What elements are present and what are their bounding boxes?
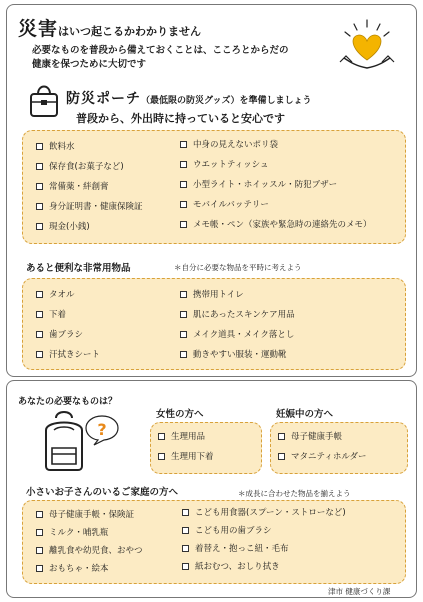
checklist-item[interactable]: 肌にあったスキンケア用品 bbox=[180, 310, 295, 321]
checkbox[interactable] bbox=[36, 547, 43, 554]
intro-line-1: 必要なものを普段から備えておくことは、こころとからだの bbox=[32, 45, 289, 56]
checklist-item[interactable]: 常備薬・絆創膏 bbox=[36, 182, 109, 193]
convenient-heading: あると便利な非常用物品 bbox=[26, 263, 131, 274]
checkbox[interactable] bbox=[180, 221, 187, 228]
women-heading: 女性の方へ bbox=[156, 409, 204, 420]
checklist-item[interactable]: 生理用品 bbox=[158, 432, 205, 443]
checklist-item[interactable]: 中身の見えないポリ袋 bbox=[180, 140, 278, 151]
checklist-item[interactable]: 離乳食や幼児食、おやつ bbox=[36, 546, 143, 557]
checkbox[interactable] bbox=[36, 223, 43, 230]
checklist-item[interactable]: ミルク・哺乳瓶 bbox=[36, 528, 108, 539]
checklist-item[interactable]: 汗拭きシート bbox=[36, 350, 100, 361]
pouch-subtitle: （最低限の防災グッズ）を準備しましょう bbox=[141, 96, 312, 106]
title-rest: はいつ起こるかわかりません bbox=[58, 25, 202, 38]
pouch-title: 防災ポーチ bbox=[66, 91, 141, 107]
heart-hands-icon bbox=[336, 18, 398, 76]
women-checklist-box bbox=[150, 422, 262, 474]
checkbox[interactable] bbox=[158, 453, 165, 460]
checkbox[interactable] bbox=[36, 565, 43, 572]
checkbox[interactable] bbox=[36, 163, 43, 170]
kids-note: ＊成長に合わせた物品を揃えよう bbox=[238, 489, 351, 498]
pouch-description: 普段から、外出時に持っていると安心です bbox=[76, 112, 285, 125]
checkbox[interactable] bbox=[182, 563, 189, 570]
checkbox[interactable] bbox=[180, 311, 187, 318]
checkbox[interactable] bbox=[158, 433, 165, 440]
checklist-item[interactable]: モバイルバッテリー bbox=[180, 200, 269, 211]
title-disaster: 災害 bbox=[18, 18, 59, 40]
checklist-item[interactable]: マタニティホルダー bbox=[278, 452, 366, 463]
checklist-item[interactable]: タオル bbox=[36, 290, 75, 301]
checklist-item[interactable]: 母子健康手帳 bbox=[278, 432, 342, 443]
checklist-item[interactable]: 着替え・抱っこ紐・毛布 bbox=[182, 544, 289, 555]
checklist-item[interactable]: 生理用下着 bbox=[158, 452, 214, 463]
checkbox[interactable] bbox=[36, 511, 43, 518]
checklist-item[interactable]: ウエットティッシュ bbox=[180, 160, 268, 171]
kids-heading: 小さいお子さんのいるご家庭の方へ bbox=[26, 487, 179, 498]
checkbox[interactable] bbox=[36, 183, 43, 190]
checkbox[interactable] bbox=[36, 351, 43, 358]
checklist-item[interactable]: メモ帳・ペン（家族や緊急時の連絡先のメモ） bbox=[180, 220, 372, 231]
checkbox[interactable] bbox=[36, 143, 43, 150]
checkbox[interactable] bbox=[180, 181, 187, 188]
checkbox[interactable] bbox=[36, 331, 43, 338]
checkbox[interactable] bbox=[180, 201, 187, 208]
checklist-item[interactable]: 飲料水 bbox=[36, 142, 75, 153]
checkbox[interactable] bbox=[182, 545, 189, 552]
checklist-item[interactable]: 動きやすい服装・運動靴 bbox=[180, 350, 287, 361]
checklist-item[interactable]: 紙おむつ、おしり拭き bbox=[182, 562, 280, 573]
checklist-item[interactable]: 下着 bbox=[36, 310, 66, 321]
checklist-item[interactable]: 歯ブラシ bbox=[36, 330, 83, 341]
checkbox[interactable] bbox=[180, 331, 187, 338]
checkbox[interactable] bbox=[36, 291, 43, 298]
question-bubble-icon bbox=[84, 414, 120, 446]
checklist-item[interactable]: 小型ライト・ホイッスル・防犯ブザー bbox=[180, 180, 337, 191]
checklist-item[interactable]: おもちゃ・絵本 bbox=[36, 564, 109, 575]
footer-organization: 津市 健康づくり課 bbox=[328, 587, 391, 596]
checkbox[interactable] bbox=[182, 509, 189, 516]
pregnant-checklist-box bbox=[270, 422, 408, 474]
checkbox[interactable] bbox=[278, 453, 285, 460]
convenient-note: ＊自分に必要な物品を平時に考えよう bbox=[174, 263, 302, 272]
pouch-icon bbox=[28, 82, 60, 118]
pouch-heading bbox=[66, 88, 312, 108]
checkbox[interactable] bbox=[182, 527, 189, 534]
page-title bbox=[18, 14, 201, 41]
needs-question: あなたの必要なものは？ bbox=[18, 397, 118, 407]
intro-text bbox=[32, 44, 332, 72]
checkbox[interactable] bbox=[180, 161, 187, 168]
leaflet bbox=[6, 4, 417, 596]
checklist-item[interactable]: 携帯用トイレ bbox=[180, 290, 244, 301]
checklist-item[interactable]: こども用の歯ブラシ bbox=[182, 526, 272, 537]
checkbox[interactable] bbox=[180, 141, 187, 148]
checkbox[interactable] bbox=[180, 351, 187, 358]
checkbox[interactable] bbox=[36, 311, 43, 318]
checklist-item[interactable]: 母子健康手帳・保険証 bbox=[36, 510, 134, 521]
pregnant-heading: 妊娠中の方へ bbox=[276, 409, 334, 420]
checklist-item[interactable]: メイク道具・メイク落とし bbox=[180, 330, 294, 341]
checklist-item[interactable]: 現金(小銭) bbox=[36, 222, 90, 233]
checkbox[interactable] bbox=[36, 529, 43, 536]
checkbox[interactable] bbox=[278, 433, 285, 440]
question-mark: ? bbox=[97, 420, 107, 439]
checkbox[interactable] bbox=[180, 291, 187, 298]
checkbox[interactable] bbox=[36, 203, 43, 210]
intro-line-2: 健康を保つために大切です bbox=[32, 59, 147, 70]
checklist-item[interactable]: 保存食(お菓子など) bbox=[36, 162, 124, 173]
checklist-item[interactable]: 身分証明書・健康保険証 bbox=[36, 202, 143, 213]
checklist-item[interactable]: こども用食器(スプーン・ストローなど) bbox=[182, 508, 346, 519]
